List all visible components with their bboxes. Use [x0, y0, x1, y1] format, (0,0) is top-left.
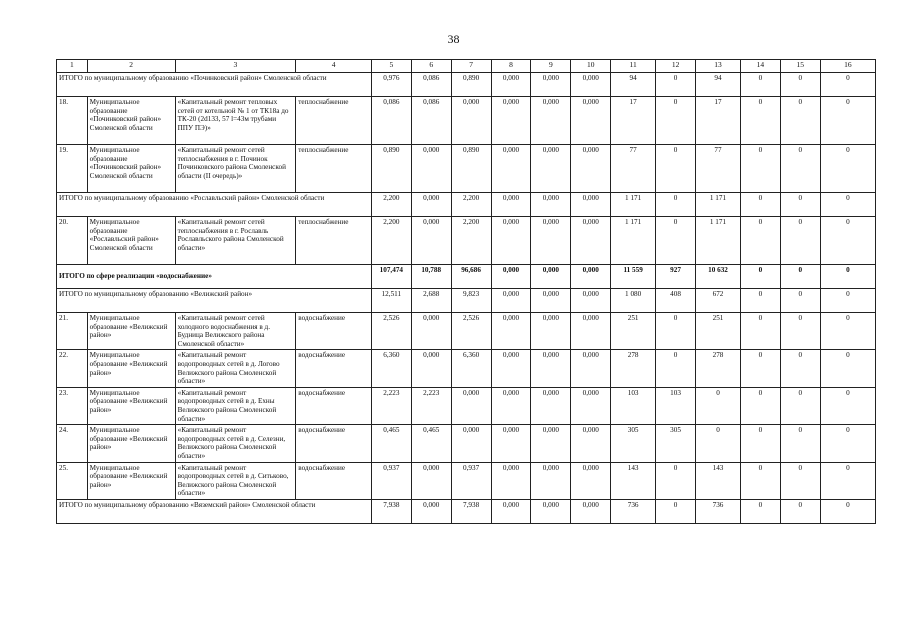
value-cell: 2,200 [371, 217, 411, 265]
value-cell: 0,000 [531, 387, 571, 424]
value-cell: 0,000 [531, 193, 571, 217]
object-cell: «Капитальный ремонт сетей теплоснабжения в г. Починок Починковского района Смоленской области (II очередь)» [175, 145, 296, 193]
header-cell: 3 [175, 60, 296, 73]
value-cell: 6,360 [451, 350, 491, 387]
value-cell: 2,223 [371, 387, 411, 424]
header-row [57, 60, 876, 73]
value-cell: 0,937 [371, 462, 411, 499]
value-cell: 408 [656, 289, 696, 313]
value-cell: 0 [740, 313, 780, 350]
value-cell: 0,000 [531, 350, 571, 387]
municipality-cell: Муниципальное образование «Велижский район» [87, 425, 175, 462]
value-cell: 0 [656, 193, 696, 217]
value-cell: 94 [611, 73, 656, 97]
sphere-cell: водоснабжение [296, 350, 372, 387]
value-cell: 2,200 [371, 193, 411, 217]
row-number: 25. [57, 462, 88, 499]
object-cell: «Капитальный ремонт тепловых сетей от котельной № 1 от ТК18а до ТК-20 (2d133, 57 l=43м трубами ППУ ПЭ)» [175, 97, 296, 145]
value-cell: 6,360 [371, 350, 411, 387]
value-cell: 0,000 [491, 425, 531, 462]
value-cell: 0,000 [571, 313, 611, 350]
value-cell: 107,474 [371, 265, 411, 289]
value-cell: 736 [611, 499, 656, 523]
value-cell: 0 [780, 193, 820, 217]
value-cell: 77 [611, 145, 656, 193]
object-cell: «Капитальный ремонт водопроводных сетей в д. Ехны Велижского района Смоленской области» [175, 387, 296, 424]
header-cell: 10 [571, 60, 611, 73]
total-label: ИТОГО по муниципальному образованию «Починковский район» Смоленской области [57, 73, 372, 97]
value-cell: 0 [740, 462, 780, 499]
value-cell: 0 [740, 289, 780, 313]
header-cell: 7 [451, 60, 491, 73]
value-cell: 0,000 [491, 145, 531, 193]
value-cell: 0,000 [571, 145, 611, 193]
value-cell: 0 [820, 313, 875, 350]
value-cell: 0,000 [451, 387, 491, 424]
value-cell: 0 [740, 193, 780, 217]
value-cell: 1 080 [611, 289, 656, 313]
value-cell: 0,000 [491, 97, 531, 145]
table-row [57, 97, 876, 145]
value-cell: 7,938 [371, 499, 411, 523]
value-cell: 0,000 [411, 193, 451, 217]
value-cell: 0 [820, 97, 875, 145]
value-cell: 94 [696, 73, 741, 97]
row-number: 21. [57, 313, 88, 350]
sphere-cell: теплоснабжение [296, 97, 372, 145]
total-label: ИТОГО по муниципальному образованию «Вяземский район» Смоленской области [57, 499, 372, 523]
value-cell: 0 [740, 387, 780, 424]
value-cell: 0,000 [531, 462, 571, 499]
object-cell: «Капитальный ремонт водопроводных сетей в д. Логово Велижского района Смоленской области» [175, 350, 296, 387]
page-number: 38 [447, 32, 460, 46]
value-cell: 0 [656, 73, 696, 97]
value-cell: 2,526 [371, 313, 411, 350]
value-cell: 0,000 [411, 313, 451, 350]
header-cell: 8 [491, 60, 531, 73]
table-row [57, 313, 876, 350]
value-cell: 0,000 [571, 462, 611, 499]
table-row [57, 217, 876, 265]
value-cell: 0 [820, 289, 875, 313]
value-cell: 0,000 [571, 350, 611, 387]
header-cell: 5 [371, 60, 411, 73]
value-cell: 0 [780, 462, 820, 499]
value-cell: 2,223 [411, 387, 451, 424]
value-cell: 0,000 [531, 499, 571, 523]
value-cell: 0,000 [531, 313, 571, 350]
table-row [57, 425, 876, 462]
value-cell: 0 [820, 265, 875, 289]
sphere-cell: водоснабжение [296, 425, 372, 462]
value-cell: 0,000 [571, 499, 611, 523]
table-row [57, 145, 876, 193]
value-cell: 0,000 [531, 97, 571, 145]
value-cell: 0,000 [491, 265, 531, 289]
value-cell: 17 [696, 97, 741, 145]
value-cell: 0 [780, 217, 820, 265]
value-cell: 0 [780, 145, 820, 193]
value-cell: 278 [611, 350, 656, 387]
value-cell: 0 [780, 289, 820, 313]
value-cell: 672 [696, 289, 741, 313]
row-number: 20. [57, 217, 88, 265]
total-row [57, 73, 876, 97]
table-row [57, 462, 876, 499]
total-label: ИТОГО по сфере реализации «водоснабжение» [57, 265, 372, 289]
value-cell: 0 [780, 313, 820, 350]
value-cell: 0,000 [531, 73, 571, 97]
value-cell: 0,000 [491, 217, 531, 265]
header-cell: 11 [611, 60, 656, 73]
value-cell: 2,526 [451, 313, 491, 350]
value-cell: 251 [611, 313, 656, 350]
value-cell: 11 559 [611, 265, 656, 289]
value-cell: 0,086 [411, 97, 451, 145]
value-cell: 0 [656, 217, 696, 265]
row-number: 18. [57, 97, 88, 145]
value-cell: 0,000 [451, 425, 491, 462]
value-cell: 0,000 [491, 289, 531, 313]
table-body [57, 60, 876, 524]
value-cell: 305 [611, 425, 656, 462]
value-cell: 0,890 [451, 73, 491, 97]
row-number: 19. [57, 145, 88, 193]
value-cell: 0,000 [491, 387, 531, 424]
value-cell: 7,938 [451, 499, 491, 523]
value-cell: 0 [780, 73, 820, 97]
value-cell: 77 [696, 145, 741, 193]
value-cell: 2,200 [451, 217, 491, 265]
header-cell: 14 [740, 60, 780, 73]
total-row [57, 289, 876, 313]
value-cell: 10 632 [696, 265, 741, 289]
budget-table [56, 59, 876, 524]
object-cell: «Капитальный ремонт водопроводных сетей в д. Селезни, Велижского района Смоленской области» [175, 425, 296, 462]
value-cell: 0,000 [491, 313, 531, 350]
value-cell: 0,000 [411, 145, 451, 193]
sphere-cell: теплоснабжение [296, 145, 372, 193]
value-cell: 0,000 [571, 289, 611, 313]
value-cell: 0,000 [491, 499, 531, 523]
value-cell: 0,976 [371, 73, 411, 97]
value-cell: 0 [820, 425, 875, 462]
header-cell: 13 [696, 60, 741, 73]
value-cell: 143 [696, 462, 741, 499]
value-cell: 0,000 [491, 350, 531, 387]
sphere-cell: водоснабжение [296, 462, 372, 499]
value-cell: 0 [820, 73, 875, 97]
value-cell: 0 [780, 97, 820, 145]
value-cell: 0,000 [571, 387, 611, 424]
header-cell: 2 [87, 60, 175, 73]
value-cell: 12,511 [371, 289, 411, 313]
object-cell: «Капитальный ремонт сетей холодного водоснабжения в д. Будница Велижского района Смоленской области» [175, 313, 296, 350]
total-row [57, 193, 876, 217]
value-cell: 305 [656, 425, 696, 462]
table-row [57, 387, 876, 424]
header-cell: 4 [296, 60, 372, 73]
value-cell: 0 [780, 387, 820, 424]
value-cell: 0,000 [411, 350, 451, 387]
header-cell: 12 [656, 60, 696, 73]
value-cell: 0 [656, 350, 696, 387]
total-row [57, 265, 876, 289]
row-number: 23. [57, 387, 88, 424]
value-cell: 0,000 [571, 193, 611, 217]
object-cell: «Капитальный ремонт водопроводных сетей в д. Ситьково, Велижского района Смоленской области» [175, 462, 296, 499]
value-cell: 1 171 [696, 193, 741, 217]
header-cell: 9 [531, 60, 571, 73]
value-cell: 103 [656, 387, 696, 424]
value-cell: 0,086 [411, 73, 451, 97]
value-cell: 0,000 [411, 217, 451, 265]
value-cell: 0 [780, 499, 820, 523]
value-cell: 0 [740, 425, 780, 462]
value-cell: 10,788 [411, 265, 451, 289]
value-cell: 1 171 [611, 217, 656, 265]
value-cell: 1 171 [696, 217, 741, 265]
value-cell: 0,890 [451, 145, 491, 193]
header-cell: 15 [780, 60, 820, 73]
value-cell: 0,000 [531, 145, 571, 193]
header-cell: 6 [411, 60, 451, 73]
value-cell: 0 [696, 387, 741, 424]
value-cell: 0 [740, 97, 780, 145]
value-cell: 0 [820, 350, 875, 387]
municipality-cell: Муниципальное образование «Велижский район» [87, 387, 175, 424]
municipality-cell: Муниципальное образование «Рославльский район» Смоленской области [87, 217, 175, 265]
value-cell: 0,000 [411, 462, 451, 499]
header-cell: 1 [57, 60, 88, 73]
value-cell: 2,688 [411, 289, 451, 313]
value-cell: 0,086 [371, 97, 411, 145]
table-row [57, 350, 876, 387]
value-cell: 0 [740, 499, 780, 523]
value-cell: 0,000 [491, 193, 531, 217]
value-cell: 736 [696, 499, 741, 523]
sphere-cell: теплоснабжение [296, 217, 372, 265]
value-cell: 2,200 [451, 193, 491, 217]
value-cell: 0,000 [531, 217, 571, 265]
value-cell: 0,000 [411, 499, 451, 523]
value-cell: 0 [740, 350, 780, 387]
value-cell: 0 [740, 145, 780, 193]
value-cell: 0,000 [491, 73, 531, 97]
value-cell: 103 [611, 387, 656, 424]
value-cell: 0,000 [531, 289, 571, 313]
total-label: ИТОГО по муниципальному образованию «Велижский район» [57, 289, 372, 313]
value-cell: 0 [656, 145, 696, 193]
municipality-cell: Муниципальное образование «Велижский район» [87, 313, 175, 350]
value-cell: 0,000 [531, 425, 571, 462]
value-cell: 0 [656, 499, 696, 523]
value-cell: 17 [611, 97, 656, 145]
object-cell: «Капитальный ремонт сетей теплоснабжения в г. Рославль Рославльского района Смоленской области» [175, 217, 296, 265]
sphere-cell: водоснабжение [296, 313, 372, 350]
value-cell: 0 [656, 97, 696, 145]
value-cell: 0,000 [571, 217, 611, 265]
municipality-cell: Муниципальное образование «Велижский район» [87, 350, 175, 387]
value-cell: 0,937 [451, 462, 491, 499]
value-cell: 0 [780, 425, 820, 462]
value-cell: 0,465 [371, 425, 411, 462]
value-cell: 251 [696, 313, 741, 350]
value-cell: 0 [656, 313, 696, 350]
municipality-cell: Муниципальное образование «Починковский район» Смоленской области [87, 97, 175, 145]
value-cell: 9,823 [451, 289, 491, 313]
value-cell: 0,000 [531, 265, 571, 289]
value-cell: 0,000 [571, 425, 611, 462]
value-cell: 0 [820, 462, 875, 499]
value-cell: 278 [696, 350, 741, 387]
value-cell: 0 [820, 387, 875, 424]
header-cell: 16 [820, 60, 875, 73]
value-cell: 0,000 [571, 97, 611, 145]
municipality-cell: Муниципальное образование «Велижский район» [87, 462, 175, 499]
value-cell: 0 [740, 73, 780, 97]
value-cell: 0,000 [491, 462, 531, 499]
value-cell: 0 [656, 462, 696, 499]
value-cell: 0 [820, 145, 875, 193]
value-cell: 0 [740, 265, 780, 289]
value-cell: 0 [740, 217, 780, 265]
value-cell: 96,686 [451, 265, 491, 289]
municipality-cell: Муниципальное образование «Починковский район» Смоленской области [87, 145, 175, 193]
total-row [57, 499, 876, 523]
sphere-cell: водоснабжение [296, 387, 372, 424]
value-cell: 1 171 [611, 193, 656, 217]
value-cell: 0,465 [411, 425, 451, 462]
value-cell: 0 [820, 499, 875, 523]
value-cell: 0,000 [451, 97, 491, 145]
row-number: 24. [57, 425, 88, 462]
value-cell: 0 [780, 350, 820, 387]
value-cell: 0 [820, 217, 875, 265]
value-cell: 0 [780, 265, 820, 289]
value-cell: 143 [611, 462, 656, 499]
row-number: 22. [57, 350, 88, 387]
total-label: ИТОГО по муниципальному образованию «Рославльский район» Смоленской области [57, 193, 372, 217]
value-cell: 0,000 [571, 73, 611, 97]
value-cell: 0,000 [571, 265, 611, 289]
value-cell: 0 [820, 193, 875, 217]
value-cell: 0,890 [371, 145, 411, 193]
value-cell: 0 [696, 425, 741, 462]
value-cell: 927 [656, 265, 696, 289]
